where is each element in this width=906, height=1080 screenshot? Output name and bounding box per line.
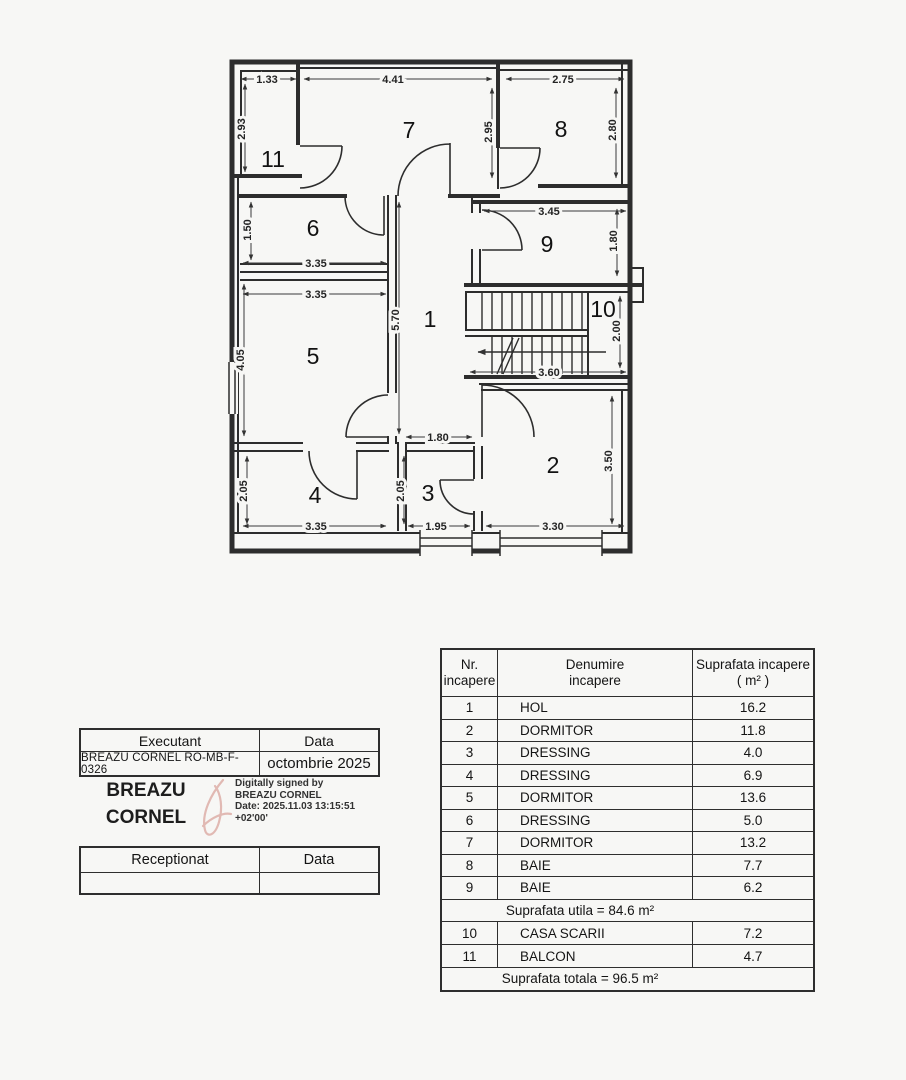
- dim-label: 2.00: [611, 320, 623, 342]
- header-nr-line1: Nr.: [460, 657, 479, 672]
- cell-nr: 8: [442, 855, 498, 877]
- room-label-5: 5: [306, 343, 320, 369]
- dim-label: 1.95: [425, 521, 447, 533]
- cell-area: 4.0: [743, 745, 763, 761]
- receptionat-empty-name: [81, 873, 260, 893]
- cell-area: 7.7: [743, 857, 763, 873]
- signature-detail-line: +02'00': [235, 812, 268, 824]
- room-label-3: 3: [421, 480, 435, 506]
- executant-table: [79, 728, 380, 777]
- dim-label: 3.45: [538, 206, 560, 218]
- room-label-7: 7: [402, 117, 416, 143]
- cell-name: CASA SCARII: [498, 922, 693, 944]
- dim-label: 3.35: [305, 258, 327, 270]
- receptionat-empty-row: [81, 872, 378, 893]
- dim-label: 1.80: [427, 432, 449, 444]
- header-denumire-line1: Denumire: [565, 657, 625, 672]
- executant-name: BREAZU CORNEL RO-MB-F-0326: [81, 752, 260, 775]
- signature-name-line1: BREAZU: [106, 780, 186, 801]
- table-row: [442, 696, 813, 719]
- total-row: [442, 967, 813, 990]
- dim-label: 2.93: [236, 118, 248, 140]
- signature-name-line2: CORNEL: [105, 807, 187, 828]
- cell-area: 16.2: [739, 700, 767, 716]
- receptionat-empty-date: [260, 873, 378, 893]
- table-row: [442, 831, 813, 854]
- cell-area: 5.0: [743, 812, 763, 828]
- executant-data-label: Data: [304, 732, 334, 749]
- cell-nr: 9: [442, 877, 498, 899]
- room-label-1: 1: [423, 306, 437, 332]
- signature-name: [95, 777, 197, 831]
- table-row: [442, 764, 813, 787]
- signature-detail-line: BREAZU CORNEL: [235, 789, 322, 801]
- subtotal-row: [442, 899, 813, 922]
- cell-name: BAIE: [498, 855, 693, 877]
- header-suprafata-line2: ( m² ): [736, 673, 770, 688]
- cell-nr: 10: [442, 922, 498, 944]
- dim-label: 1.50: [242, 219, 254, 241]
- cell-name: DRESSING: [498, 765, 693, 787]
- cell-name: BAIE: [498, 877, 693, 899]
- dim-label: 3.50: [603, 450, 615, 472]
- dim-label: 3.35: [305, 521, 327, 533]
- header-nr-line2: incapere: [443, 673, 496, 688]
- cell-area: 6.9: [743, 767, 763, 783]
- table-row: [442, 921, 813, 944]
- room-label-11: 11: [261, 146, 285, 172]
- cell-name: BALCON: [498, 945, 693, 967]
- dim-label: 2.80: [607, 119, 619, 141]
- header-suprafata: [693, 650, 813, 696]
- dim-label: 4.05: [235, 349, 247, 371]
- cell-name: DRESSING: [498, 742, 693, 764]
- dim-label: 1.33: [256, 74, 278, 86]
- dim-label: 2.05: [238, 480, 250, 502]
- cell-nr: 11: [442, 945, 498, 967]
- signature-flourish-icon: [193, 774, 235, 844]
- dim-label: 2.05: [395, 480, 407, 502]
- table-row: [442, 854, 813, 877]
- table-row: [442, 786, 813, 809]
- cell-nr: 1: [442, 697, 498, 719]
- table-row: [442, 719, 813, 742]
- executant-label: Executant: [81, 730, 260, 751]
- receptionat-table: [79, 846, 380, 895]
- room-label-6: 6: [306, 215, 320, 241]
- table-row: [442, 741, 813, 764]
- header-denumire-line2: incapere: [569, 673, 621, 688]
- room-label-2: 2: [546, 452, 560, 478]
- cell-area: 4.7: [743, 948, 763, 964]
- cell-name: HOL: [498, 697, 693, 719]
- cell-area: 13.2: [739, 835, 767, 851]
- receptionat-label: Receptionat: [81, 848, 260, 872]
- dim-label: 3.30: [542, 521, 564, 533]
- cell-area: 11.8: [740, 722, 766, 738]
- cell-area: 6.2: [743, 880, 763, 896]
- cell-nr: 3: [442, 742, 498, 764]
- dim-label: 4.41: [382, 74, 404, 86]
- cell-name: DORMITOR: [498, 832, 693, 854]
- doors: [300, 143, 540, 514]
- dim-label: 1.80: [608, 230, 620, 252]
- cell-nr: 6: [442, 810, 498, 832]
- room-label-4: 4: [308, 482, 322, 508]
- signature-detail-line: Date: 2025.11.03 13:15:51: [235, 801, 356, 812]
- total-label: Suprafata totala = 96.5 m²: [501, 971, 659, 987]
- executant-date: octombrie 2025: [267, 755, 371, 772]
- dim-label: 2.95: [483, 121, 495, 143]
- room-label-10: 10: [590, 296, 616, 322]
- cell-area: 7.2: [743, 925, 763, 941]
- dim-label: 3.35: [305, 289, 327, 301]
- cell-name: DRESSING: [498, 810, 693, 832]
- dim-label: 2.75: [552, 74, 574, 86]
- area-table-header: [442, 650, 813, 696]
- table-row: [442, 876, 813, 899]
- cell-area: 13.6: [739, 790, 767, 806]
- executant-header-row: [81, 730, 378, 751]
- cell-nr: 2: [442, 720, 498, 742]
- dimension-labels: [235, 74, 623, 533]
- header-suprafata-line1: Suprafata incapere: [695, 657, 811, 672]
- receptionat-header-row: [81, 848, 378, 872]
- header-denumire: [498, 650, 693, 696]
- room-label-8: 8: [554, 116, 568, 142]
- cell-nr: 7: [442, 832, 498, 854]
- cell-name: DORMITOR: [498, 720, 693, 742]
- cell-nr: 5: [442, 787, 498, 809]
- executant-value-row: [81, 751, 378, 775]
- cell-name: DORMITOR: [498, 787, 693, 809]
- signature-detail-line: Digitally signed by: [235, 778, 324, 789]
- digital-signature: [95, 774, 390, 844]
- header-nr: [442, 650, 498, 696]
- dim-label: 3.60: [538, 367, 560, 379]
- room-label-9: 9: [540, 231, 554, 257]
- signature-details: [235, 778, 395, 824]
- dim-label: 5.70: [390, 309, 402, 331]
- receptionat-data-label: Data: [303, 852, 335, 868]
- table-row: [442, 944, 813, 967]
- stair-treads: [482, 292, 582, 374]
- subtotal-label: Suprafata utila = 84.6 m²: [505, 902, 655, 918]
- area-table: [440, 648, 815, 992]
- cell-nr: 4: [442, 765, 498, 787]
- table-row: [442, 809, 813, 832]
